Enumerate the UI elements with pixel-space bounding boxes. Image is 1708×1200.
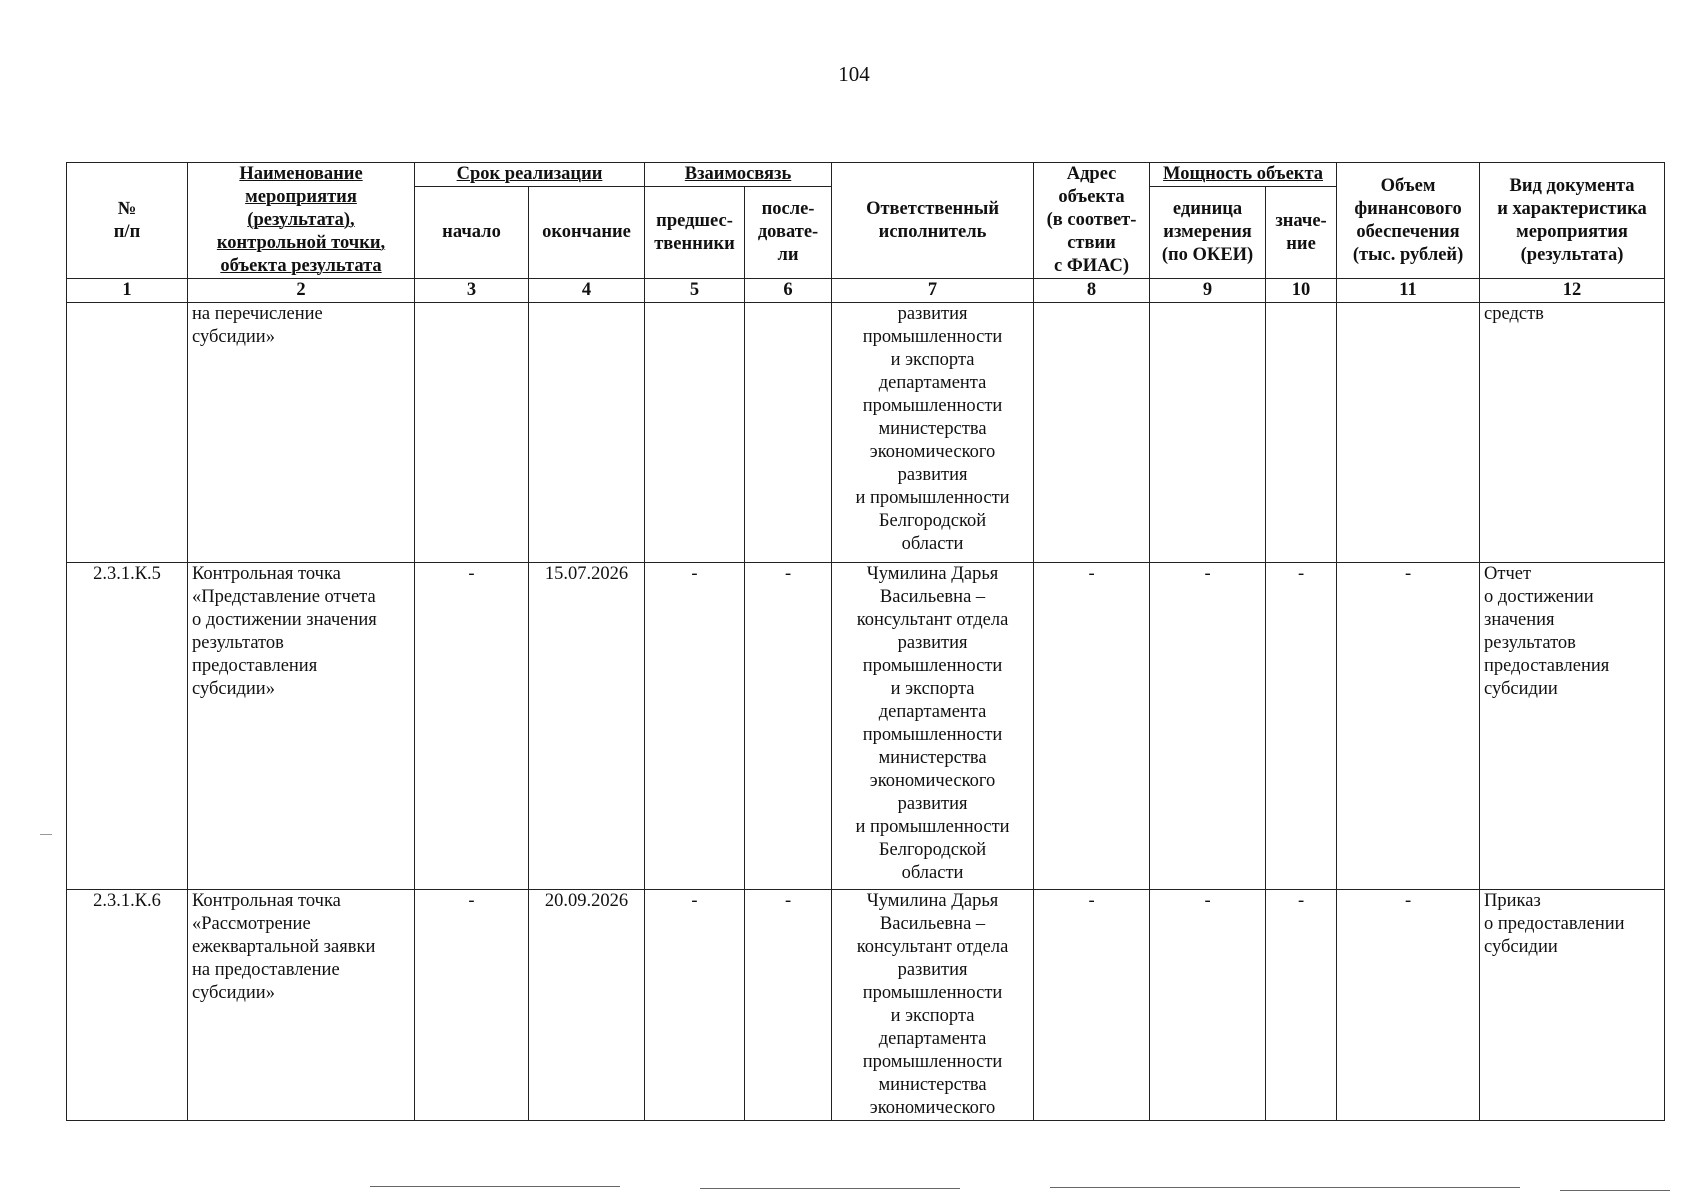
row-responsible: Чумилина Дарья Васильевна – консультант отдела развития промышленности и экспорта департамента промышленности министерства экономического развития и промышленности Белгородской области — [832, 563, 1034, 890]
row-document: средств — [1480, 303, 1665, 563]
table-row — [67, 303, 1665, 563]
header-number: № п/п — [67, 163, 188, 279]
row-start — [415, 303, 529, 563]
header-successors: после- довате- ли — [745, 187, 832, 279]
row-number — [67, 303, 188, 563]
column-number: 1 — [67, 279, 188, 303]
column-number: 8 — [1034, 279, 1150, 303]
column-number: 6 — [745, 279, 832, 303]
column-number: 10 — [1266, 279, 1337, 303]
row-responsible: развития промышленности и экспорта департамента промышленности министерства экономического развития и промышленности Белгородской области — [832, 303, 1034, 563]
header-responsible: Ответственный исполнитель — [832, 163, 1034, 279]
row-end: 20.09.2026 — [529, 890, 645, 1121]
row-value: - — [1266, 890, 1337, 1121]
row-successors — [745, 303, 832, 563]
table-row — [67, 563, 1665, 890]
header-start: начало — [415, 187, 529, 279]
header-link-group: Взаимосвязь — [645, 163, 832, 187]
header-document: Вид документа и характеристика мероприятия (результата) — [1480, 163, 1665, 279]
header-value: значе- ние — [1266, 187, 1337, 279]
scan-artifact-line — [1050, 1187, 1520, 1188]
row-unit: - — [1150, 563, 1266, 890]
row-predecessors — [645, 303, 745, 563]
row-successors: - — [745, 563, 832, 890]
scan-artifact-line — [1560, 1190, 1670, 1191]
scan-artifact-line — [700, 1188, 960, 1189]
column-number: 7 — [832, 279, 1034, 303]
row-address: - — [1034, 563, 1150, 890]
row-responsible: Чумилина Дарья Васильевна – консультант отдела развития промышленности и экспорта департамента промышленности министерства экономического — [832, 890, 1034, 1121]
row-number: 2.3.1.К.6 — [67, 890, 188, 1121]
row-funding — [1337, 303, 1480, 563]
row-unit — [1150, 303, 1266, 563]
scan-artifact-line — [370, 1186, 620, 1187]
column-numbers-row — [67, 279, 1665, 303]
row-address — [1034, 303, 1150, 563]
header-end: окончание — [529, 187, 645, 279]
header-name: Наименование мероприятия (результата), контрольной точки, объекта результата — [188, 163, 415, 279]
row-funding: - — [1337, 563, 1480, 890]
row-name: на перечисление субсидии» — [188, 303, 415, 563]
column-number: 2 — [188, 279, 415, 303]
row-start: - — [415, 890, 529, 1121]
row-funding: - — [1337, 890, 1480, 1121]
row-document: Отчет о достижении значения результатов предоставления субсидии — [1480, 563, 1665, 890]
column-number: 3 — [415, 279, 529, 303]
row-successors: - — [745, 890, 832, 1121]
row-number: 2.3.1.К.5 — [67, 563, 188, 890]
row-address: - — [1034, 890, 1150, 1121]
row-name: Контрольная точка «Рассмотрение ежеквартальной заявки на предоставление субсидии» — [188, 890, 415, 1121]
page-number: 104 — [838, 62, 870, 86]
row-name: Контрольная точка «Представление отчета о достижении значения результатов предоставления субсидии» — [188, 563, 415, 890]
header-predecessors: предшес- твенники — [645, 187, 745, 279]
table-row — [67, 890, 1665, 1121]
header-period-group: Срок реализации — [415, 163, 645, 187]
row-end — [529, 303, 645, 563]
column-number: 9 — [1150, 279, 1266, 303]
column-number: 4 — [529, 279, 645, 303]
table-body — [67, 303, 1665, 1121]
scan-artifact-mark — [40, 834, 52, 835]
row-end: 15.07.2026 — [529, 563, 645, 890]
row-document: Приказ о предоставлении субсидии — [1480, 890, 1665, 1121]
column-number: 11 — [1337, 279, 1480, 303]
column-number: 12 — [1480, 279, 1665, 303]
row-value — [1266, 303, 1337, 563]
row-start: - — [415, 563, 529, 890]
row-unit: - — [1150, 890, 1266, 1121]
header-funding: Объем финансового обеспечения (тыс. рублей) — [1337, 163, 1480, 279]
header-capacity-group: Мощность объекта — [1150, 163, 1337, 187]
table-header — [67, 163, 1665, 303]
column-number: 5 — [645, 279, 745, 303]
row-predecessors: - — [645, 890, 745, 1121]
header-address: Адрес объекта (в соответ- ствии с ФИАС) — [1034, 163, 1150, 279]
row-predecessors: - — [645, 563, 745, 890]
plan-table — [66, 162, 1665, 1121]
header-unit: единица измерения (по ОКЕИ) — [1150, 187, 1266, 279]
row-value: - — [1266, 563, 1337, 890]
